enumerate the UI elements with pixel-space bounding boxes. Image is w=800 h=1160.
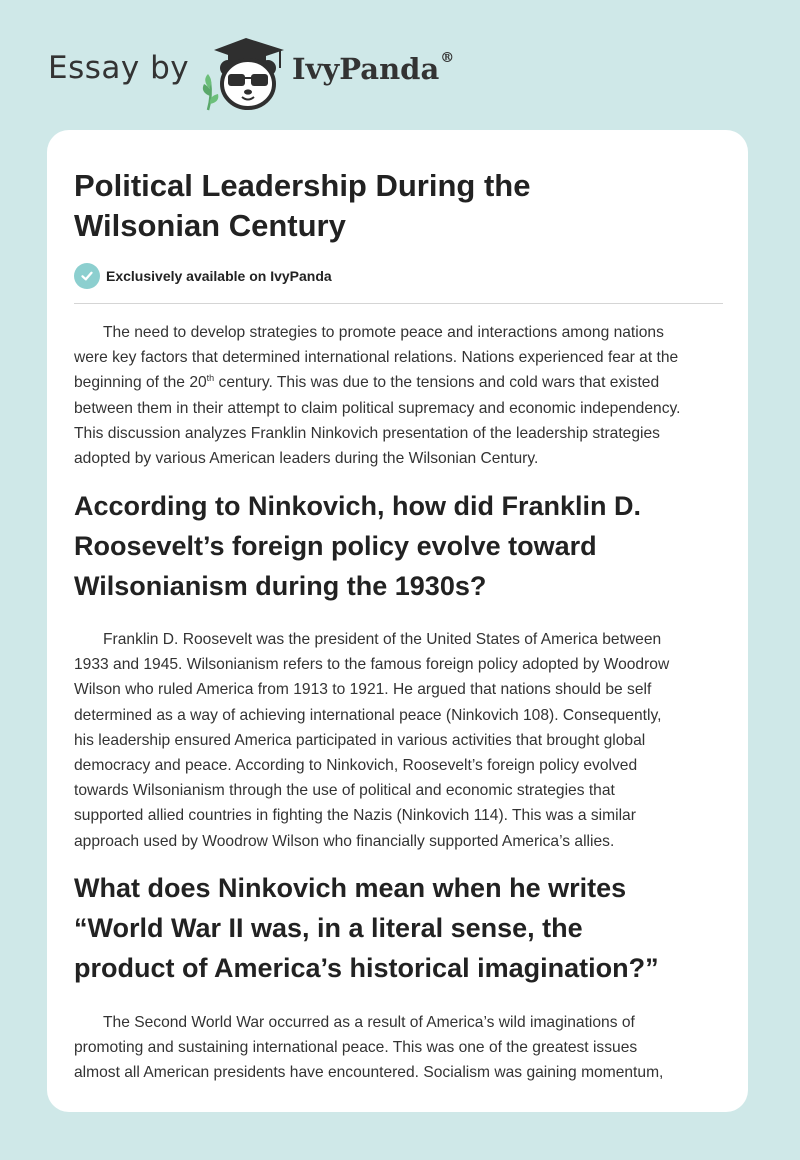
exclusive-label: Exclusively available on IvyPanda <box>106 268 332 284</box>
essay-card <box>47 130 748 1112</box>
brand-name[interactable]: IvyPanda® <box>292 50 455 86</box>
panda-graduate-logo-icon[interactable] <box>200 36 290 112</box>
site-header <box>0 0 800 130</box>
intro-paragraph: The need to develop strategies to promote peace and interactions among nations were key factors that determined international relations. Nations experienced fear at the beginning of the 20th century. This was due to the tensions and cold wars that existed between them in their attempt to claim political supremacy and economic independency. This discussion analyzes Franklin Ninkovich presentation of the leadership strategies adopted by various American leaders during the Wilsonian Century. <box>74 324 681 468</box>
section-heading: According to Ninkovich, how did Franklin D. Roosevelt’s foreign policy evolve toward Wilsonianism during the 1930s? <box>74 491 642 601</box>
divider <box>74 303 723 304</box>
registered-mark: ® <box>440 50 455 66</box>
page-title <box>74 166 714 246</box>
check-icon <box>74 263 100 289</box>
section-heading: What does Ninkovich mean when he writes “World War II was, in a literal sense, the product of America’s historical imagination?” <box>74 873 659 983</box>
body-paragraph: Franklin D. Roosevelt was the president of the United States of America between 1933 and 1945. Wilsonianism refers to the famous foreign policy adopted by Woodrow Wilson who ruled America from 1913 to 1921. He argued that nations should be self determined as a way of achieving international peace (Ninkovich 108). Consequently, his leadership ensured America participated in various activities that brought global democracy and peace. According to Ninkovich, Roosevelt’s foreign policy evolved towards Wilsonianism through the use of political and economic strategies that supported allied countries in fighting the Nazis (Ninkovich 114). This was a similar approach used by Woodrow Wilson who financially supported America’s allies. <box>74 631 670 850</box>
body-paragraph: The Second World War occurred as a result of America’s wild imaginations of promoting and sustaining international peace. This was one of the greatest issues almost all American presidents have encountered. Socialism was gaining momentum, <box>74 1014 664 1082</box>
essay-by-label: Essay by <box>48 50 190 86</box>
exclusive-badge <box>74 263 332 289</box>
title-line: Political Leadership During the <box>74 168 531 203</box>
title-line: Wilsonian Century <box>74 208 346 243</box>
